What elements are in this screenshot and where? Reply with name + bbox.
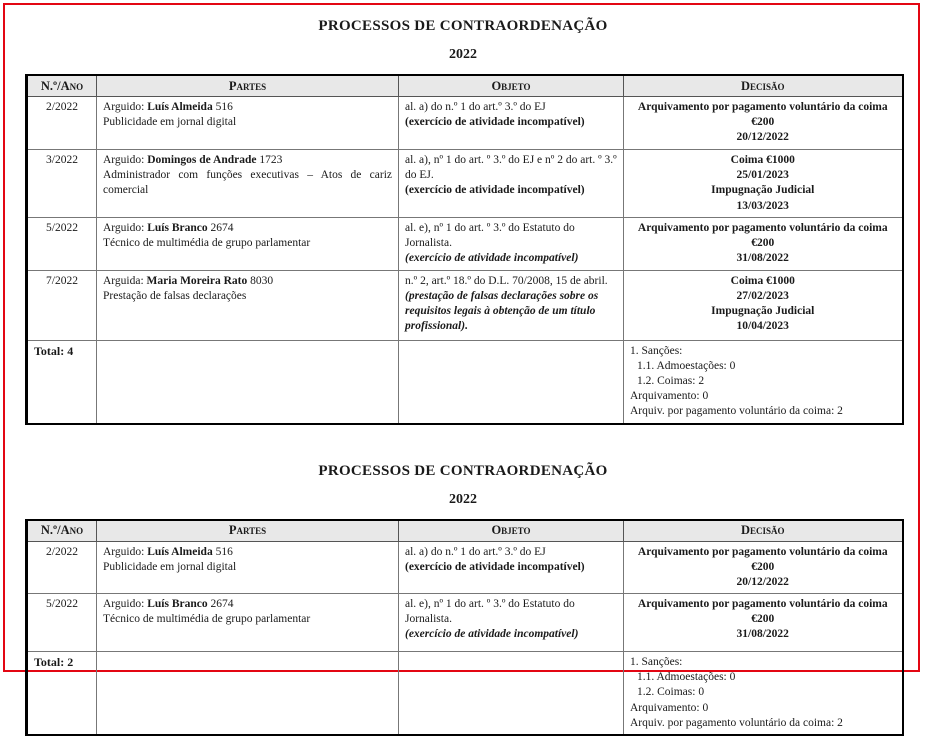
total-row bbox=[27, 340, 903, 423]
accused-name: Luís Almeida bbox=[147, 101, 213, 113]
decision-line: Impugnação Judicial bbox=[711, 305, 815, 318]
column-header-decisao: Decisão bbox=[624, 520, 903, 542]
accused-id: 1723 bbox=[259, 154, 283, 166]
column-header-partes: Partes bbox=[97, 520, 399, 542]
table-row-7-2022 bbox=[27, 270, 903, 340]
summary-line: 1. Sanções: bbox=[630, 344, 683, 357]
accused-label: Arguido: bbox=[103, 154, 145, 166]
table-row-3-2022 bbox=[27, 150, 903, 218]
case-number-cell: 3/2022 bbox=[27, 150, 97, 218]
accused-name: Luís Almeida bbox=[147, 545, 213, 558]
objeto-cell bbox=[399, 150, 624, 218]
objeto-cell bbox=[399, 541, 624, 594]
summary-line: 1.2. Coimas: 2 bbox=[637, 375, 705, 388]
offense-description: Técnico de multimédia de grupo parlamentar bbox=[103, 613, 311, 626]
offense-note: (exercício de atividade incompatível) bbox=[405, 252, 579, 265]
decision-line: €200 bbox=[751, 613, 775, 626]
offense-note: (prestação de falsas declarações sobre os requisitos legais à obtenção de um título profissional). bbox=[405, 289, 599, 333]
accused-name: Domingos de Andrade bbox=[147, 154, 257, 166]
year-heading: 2022 bbox=[449, 491, 477, 507]
summary-line: 1.1. Admoestações: 0 bbox=[637, 359, 736, 372]
decision-line: €200 bbox=[751, 236, 775, 249]
partes-cell bbox=[97, 541, 399, 594]
decision-line: Arquivamento por pagamento voluntário da coima bbox=[637, 545, 888, 558]
decision-line: €200 bbox=[751, 116, 775, 129]
decision-line: €200 bbox=[751, 560, 775, 573]
offense-note: (exercício de atividade incompatível) bbox=[405, 116, 585, 129]
offense-description: Prestação de falsas declarações bbox=[103, 289, 247, 302]
decision-line: 10/04/2023 bbox=[736, 320, 789, 333]
decisao-cell bbox=[624, 217, 903, 270]
total-label: Total: 2 bbox=[27, 652, 97, 735]
legal-basis: al. a) do n.º 1 do art.º 3.º do EJ bbox=[405, 545, 546, 558]
accused-name: Luís Branco bbox=[147, 598, 208, 611]
accused-line bbox=[103, 274, 392, 289]
column-header-objeto: Objeto bbox=[399, 75, 624, 97]
legal-basis: al. a) do n.º 1 do art.º 3.º do EJ bbox=[405, 101, 546, 113]
summary-line: Arquivamento: 0 bbox=[630, 390, 709, 403]
table-header-row bbox=[27, 520, 903, 542]
summary-line: 1. Sanções: bbox=[630, 656, 683, 669]
accused-id: 516 bbox=[215, 545, 233, 558]
decision-line: 31/08/2022 bbox=[736, 628, 789, 641]
decision-line: 27/02/2023 bbox=[736, 289, 789, 302]
sanctions-summary-cell bbox=[624, 652, 903, 735]
processes-table-2 bbox=[25, 519, 904, 736]
objeto-cell bbox=[399, 97, 624, 150]
decision-line: 20/12/2022 bbox=[736, 575, 789, 588]
legal-basis: al. a), nº 1 do art. º 3.º do EJ e nº 2 do art. º 3.º do EJ. bbox=[405, 154, 617, 182]
decisao-cell bbox=[624, 541, 903, 594]
accused-label: Arguido: bbox=[103, 598, 145, 611]
decision-line: Arquivamento por pagamento voluntário da coima bbox=[637, 221, 888, 234]
section-contraordenacao-1 bbox=[25, 18, 901, 425]
decisao-cell bbox=[624, 97, 903, 150]
decision-line: 13/03/2023 bbox=[736, 199, 789, 212]
table-row-2-2022 bbox=[27, 97, 903, 150]
legal-basis: al. e), nº 1 do art. º 3.º do Estatuto do Jornalista. bbox=[405, 598, 575, 626]
accused-label: Arguido: bbox=[103, 545, 145, 558]
legal-basis: n.º 2, art.º 18.º do D.L. 70/2008, 15 de abril. bbox=[405, 274, 608, 287]
objeto-cell bbox=[399, 594, 624, 652]
partes-cell bbox=[97, 270, 399, 340]
legal-basis: al. e), nº 1 do art. º 3.º do Estatuto do Jornalista. bbox=[405, 221, 575, 249]
accused-id: 2674 bbox=[210, 598, 234, 611]
offense-description: Administrador com funções executivas – Atos de cariz comercial bbox=[103, 169, 392, 197]
summary-line: 1.2. Coimas: 0 bbox=[637, 686, 705, 699]
decisao-cell bbox=[624, 594, 903, 652]
summary-line: 1.1. Admoestações: 0 bbox=[637, 671, 736, 684]
summary-line: Arquiv. por pagamento voluntário da coima: 2 bbox=[630, 405, 843, 418]
offense-description: Publicidade em jornal digital bbox=[103, 560, 237, 573]
page-title: PROCESSOS DE CONTRAORDENAÇÃO bbox=[318, 462, 608, 479]
accused-line bbox=[103, 545, 392, 560]
partes-cell bbox=[97, 97, 399, 150]
offense-note: (exercício de atividade incompatível) bbox=[405, 560, 585, 573]
sanctions-summary-cell bbox=[624, 340, 903, 423]
decision-line: Arquivamento por pagamento voluntário da coima bbox=[637, 598, 888, 611]
decisao-cell bbox=[624, 150, 903, 218]
accused-line bbox=[103, 597, 392, 612]
empty-cell bbox=[399, 340, 624, 423]
case-number-cell: 5/2022 bbox=[27, 594, 97, 652]
accused-id: 516 bbox=[215, 101, 233, 113]
case-number-cell: 2/2022 bbox=[27, 97, 97, 150]
partes-cell bbox=[97, 217, 399, 270]
objeto-cell bbox=[399, 270, 624, 340]
total-label: Total: 4 bbox=[27, 340, 97, 423]
decision-line: 20/12/2022 bbox=[736, 131, 789, 144]
accused-name: Maria Moreira Rato bbox=[146, 274, 248, 287]
decision-line: Coima €1000 bbox=[730, 274, 795, 287]
accused-line bbox=[103, 153, 392, 168]
accused-name: Luís Branco bbox=[147, 221, 208, 234]
table-row-5-2022 bbox=[27, 594, 903, 652]
empty-cell bbox=[97, 340, 399, 423]
decision-line: 25/01/2023 bbox=[736, 169, 789, 182]
table-row-2-2022 bbox=[27, 541, 903, 594]
case-number-cell: 2/2022 bbox=[27, 541, 97, 594]
decision-line: Coima €1000 bbox=[730, 154, 795, 166]
empty-cell bbox=[97, 652, 399, 735]
accused-id: 8030 bbox=[250, 274, 274, 287]
partes-cell bbox=[97, 594, 399, 652]
table-header-row bbox=[27, 75, 903, 97]
offense-note: (exercício de atividade incompatível) bbox=[405, 184, 585, 197]
summary-line: Arquivamento: 0 bbox=[630, 701, 709, 714]
section-contraordenacao-2 bbox=[25, 463, 901, 736]
accused-label: Arguido: bbox=[103, 101, 145, 113]
empty-cell bbox=[399, 652, 624, 735]
document-content bbox=[25, 10, 901, 736]
case-number-cell: 5/2022 bbox=[27, 217, 97, 270]
objeto-cell bbox=[399, 217, 624, 270]
accused-label: Arguida: bbox=[103, 274, 144, 287]
accused-line bbox=[103, 221, 392, 236]
total-row bbox=[27, 652, 903, 735]
column-header-num-ano: N.º/Ano bbox=[27, 75, 97, 97]
accused-id: 2674 bbox=[210, 221, 234, 234]
decision-line: 31/08/2022 bbox=[736, 252, 789, 265]
column-header-num-ano: N.º/Ano bbox=[27, 520, 97, 542]
processes-table-1 bbox=[25, 74, 904, 425]
offense-note: (exercício de atividade incompatível) bbox=[405, 628, 579, 641]
case-number-cell: 7/2022 bbox=[27, 270, 97, 340]
accused-label: Arguido: bbox=[103, 221, 145, 234]
offense-description: Publicidade em jornal digital bbox=[103, 116, 237, 129]
summary-line: Arquiv. por pagamento voluntário da coima: 2 bbox=[630, 716, 843, 729]
table-row-5-2022 bbox=[27, 217, 903, 270]
offense-description: Técnico de multimédia de grupo parlamentar bbox=[103, 236, 311, 249]
decisao-cell bbox=[624, 270, 903, 340]
decision-line: Arquivamento por pagamento voluntário da coima bbox=[637, 101, 888, 113]
accused-line bbox=[103, 100, 392, 115]
column-header-objeto: Objeto bbox=[399, 520, 624, 542]
page-title: PROCESSOS DE CONTRAORDENAÇÃO bbox=[318, 18, 608, 34]
column-header-partes: Partes bbox=[97, 75, 399, 97]
year-heading: 2022 bbox=[449, 47, 477, 62]
column-header-decisao: Decisão bbox=[624, 75, 903, 97]
decision-line: Impugnação Judicial bbox=[711, 184, 815, 197]
partes-cell bbox=[97, 150, 399, 218]
